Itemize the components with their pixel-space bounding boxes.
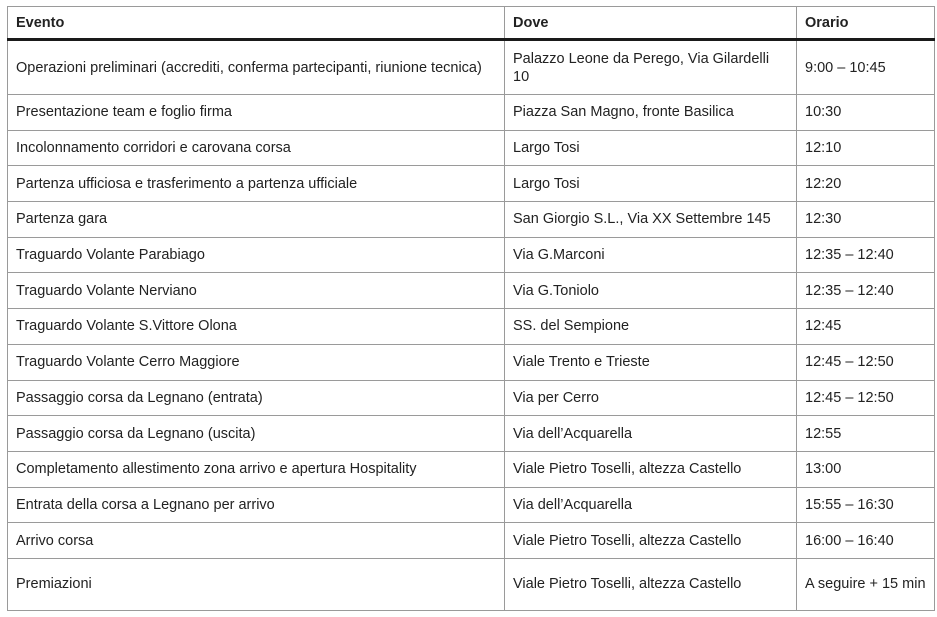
- table-header: [8, 7, 935, 40]
- table-row: [8, 166, 935, 202]
- cell-orario: 9:00 – 10:45: [797, 40, 935, 95]
- table-row: [8, 416, 935, 452]
- cell-orario: 12:55: [797, 416, 935, 452]
- cell-orario: 12:35 – 12:40: [797, 273, 935, 309]
- cell-evento: Partenza ufficiosa e trasferimento a partenza ufficiale: [8, 166, 505, 202]
- cell-evento: Traguardo Volante Cerro Maggiore: [8, 344, 505, 380]
- cell-orario: 12:35 – 12:40: [797, 237, 935, 273]
- cell-orario: 12:10: [797, 130, 935, 166]
- cell-orario: 10:30: [797, 95, 935, 131]
- cell-dove: Viale Pietro Toselli, altezza Castello: [505, 523, 797, 559]
- schedule-table: [7, 6, 935, 611]
- cell-dove: Viale Pietro Toselli, altezza Castello: [505, 451, 797, 487]
- table-body: [8, 40, 935, 611]
- cell-evento: Passaggio corsa da Legnano (entrata): [8, 380, 505, 416]
- cell-dove: Palazzo Leone da Perego, Via Gilardelli 10: [505, 40, 797, 95]
- cell-orario: 12:45 – 12:50: [797, 344, 935, 380]
- cell-evento: Entrata della corsa a Legnano per arrivo: [8, 487, 505, 523]
- cell-dove: Piazza San Magno, fronte Basilica: [505, 95, 797, 131]
- table-row: [8, 309, 935, 345]
- cell-orario: 12:30: [797, 202, 935, 238]
- cell-dove: Via G.Toniolo: [505, 273, 797, 309]
- table-row: [8, 95, 935, 131]
- cell-evento: Partenza gara: [8, 202, 505, 238]
- header-dove: Dove: [505, 7, 797, 40]
- cell-orario: 12:45 – 12:50: [797, 380, 935, 416]
- cell-evento: Traguardo Volante Nerviano: [8, 273, 505, 309]
- cell-dove: Largo Tosi: [505, 166, 797, 202]
- table-row: [8, 487, 935, 523]
- header-evento: Evento: [8, 7, 505, 40]
- cell-evento: Passaggio corsa da Legnano (uscita): [8, 416, 505, 452]
- cell-orario: 16:00 – 16:40: [797, 523, 935, 559]
- cell-orario: 12:20: [797, 166, 935, 202]
- header-orario: Orario: [797, 7, 935, 40]
- table-row: [8, 344, 935, 380]
- cell-evento: Completamento allestimento zona arrivo e apertura Hospitality: [8, 451, 505, 487]
- cell-evento: Arrivo corsa: [8, 523, 505, 559]
- cell-dove: Largo Tosi: [505, 130, 797, 166]
- cell-evento: Operazioni preliminari (accrediti, conferma partecipanti, riunione tecnica): [8, 40, 505, 95]
- cell-dove: Via dell’Acquarella: [505, 487, 797, 523]
- table-row: [8, 380, 935, 416]
- header-row: [8, 7, 935, 40]
- cell-evento: Incolonnamento corridori e carovana corsa: [8, 130, 505, 166]
- table-row: [8, 451, 935, 487]
- cell-orario: 15:55 – 16:30: [797, 487, 935, 523]
- cell-evento: Traguardo Volante Parabiago: [8, 237, 505, 273]
- cell-orario: 12:45: [797, 309, 935, 345]
- cell-evento: Premiazioni: [8, 558, 505, 610]
- cell-dove: San Giorgio S.L., Via XX Settembre 145: [505, 202, 797, 238]
- table-row: [8, 558, 935, 610]
- table-row: [8, 523, 935, 559]
- table-row: [8, 237, 935, 273]
- cell-dove: Via per Cerro: [505, 380, 797, 416]
- cell-orario: 13:00: [797, 451, 935, 487]
- cell-dove: SS. del Sempione: [505, 309, 797, 345]
- cell-evento: Presentazione team e foglio firma: [8, 95, 505, 131]
- table-row: [8, 40, 935, 95]
- table-row: [8, 130, 935, 166]
- cell-dove: Viale Trento e Trieste: [505, 344, 797, 380]
- table-row: [8, 202, 935, 238]
- cell-orario: A seguire + 15 min: [797, 558, 935, 610]
- cell-dove: Via G.Marconi: [505, 237, 797, 273]
- table-row: [8, 273, 935, 309]
- cell-evento: Traguardo Volante S.Vittore Olona: [8, 309, 505, 345]
- cell-dove: Via dell’Acquarella: [505, 416, 797, 452]
- cell-dove: Viale Pietro Toselli, altezza Castello: [505, 558, 797, 610]
